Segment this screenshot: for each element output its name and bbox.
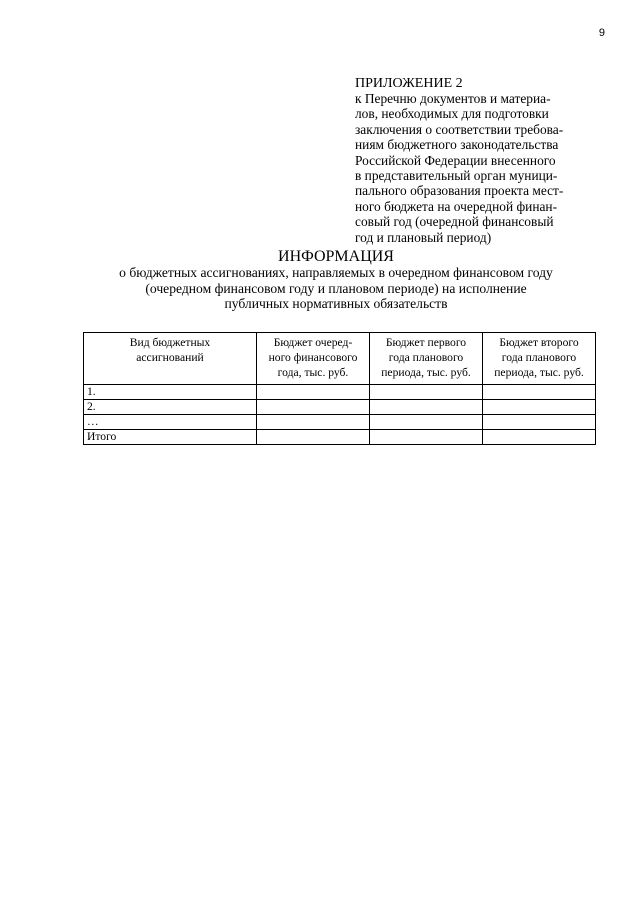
appendix-line: лов, необходимых для подготовки (355, 106, 549, 122)
table-cell (370, 400, 483, 415)
table-cell (257, 415, 370, 430)
heading-subtitle (60, 265, 612, 312)
appendix-line: ниям бюджетного законодательства (355, 137, 559, 153)
table-total-row (84, 430, 596, 445)
appendix-line: год и плановый период) (355, 229, 492, 245)
appendix-line: заключения о соответствии требова- (355, 121, 564, 137)
document-heading (60, 248, 612, 312)
table-cell (483, 400, 596, 415)
table-row (84, 385, 596, 400)
table-cell (483, 385, 596, 400)
table-cell: … (84, 415, 257, 430)
table-cell (370, 385, 483, 400)
appendix-line: Российской Федерации внесенного (355, 152, 556, 168)
table-cell (257, 430, 370, 445)
appendix-line: в представительный орган муници- (355, 168, 558, 184)
column-header-first-plan-year: Бюджет первого года планового периода, тыс. руб. (370, 333, 483, 385)
page-number: 9 (598, 27, 605, 39)
table-cell (257, 385, 370, 400)
column-header-second-plan-year: Бюджет второго года планового периода, тыс. руб. (483, 333, 596, 385)
table-header-row (84, 333, 596, 385)
appendix-block (355, 76, 593, 245)
table-cell (257, 400, 370, 415)
table-cell (483, 415, 596, 430)
appendix-title: ПРИЛОЖЕНИЕ 2 (355, 76, 463, 91)
table-cell: 2. (84, 400, 257, 415)
heading-line: о бюджетных ассигнованиях, направляемых в очередном финансовом году (119, 265, 553, 280)
column-header-current-year: Бюджет очеред- ного финансового года, тыс. руб. (257, 333, 370, 385)
table-cell: 1. (84, 385, 257, 400)
table-row (84, 400, 596, 415)
table-cell (370, 415, 483, 430)
column-header-type: Вид бюджетных ассигнований (84, 333, 257, 385)
heading-line: публичных нормативных обязательств (224, 296, 448, 311)
table-cell: Итого (84, 430, 257, 445)
info-table (83, 332, 596, 445)
table-row (84, 415, 596, 430)
appendix-line: совый год (очередной финансовый (355, 214, 554, 230)
table-cell (370, 430, 483, 445)
appendix-line: ного бюджета на очередной финан- (355, 198, 558, 214)
appendix-text (355, 91, 593, 245)
heading-line: (очередном финансовом году и плановом периоде) на исполнение (145, 280, 527, 296)
heading-title: ИНФОРМАЦИЯ (278, 248, 394, 265)
appendix-line: пального образования проекта мест- (355, 183, 564, 199)
table-cell (483, 430, 596, 445)
appendix-line: к Перечню документов и материа- (355, 91, 551, 106)
